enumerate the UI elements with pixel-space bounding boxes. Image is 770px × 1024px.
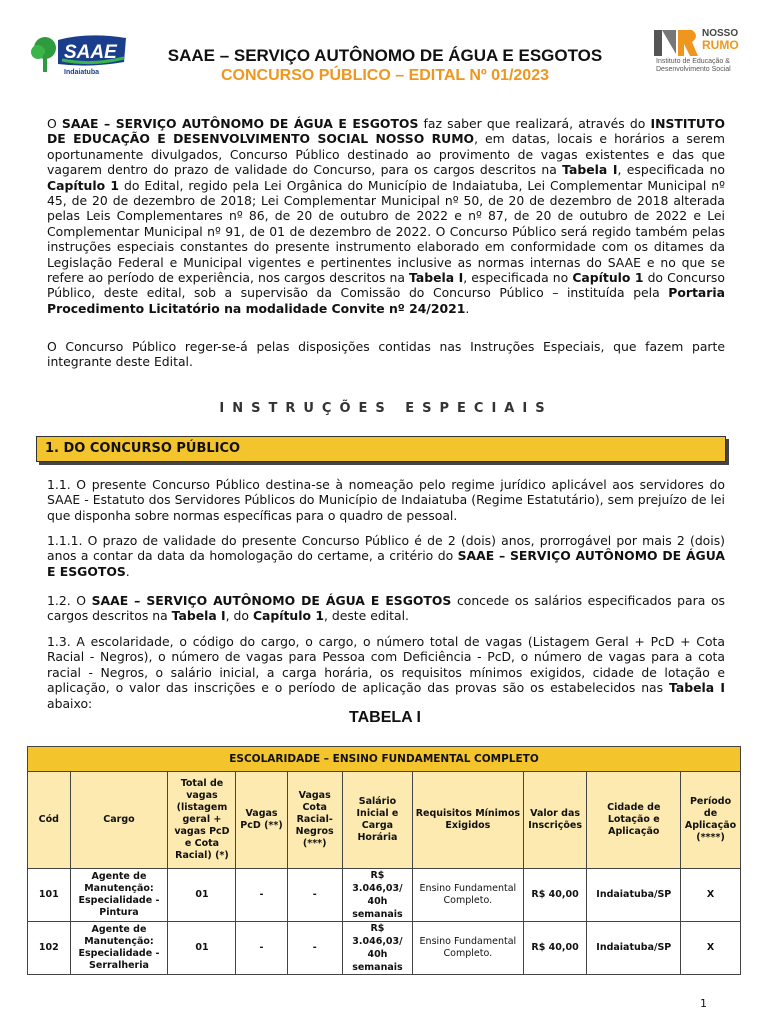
tabela-header-row (28, 772, 741, 869)
col-header-vagas-cota: Vagas Cota Racial-Negros (***) (287, 772, 342, 869)
cell-vagas-pcd: - (236, 869, 287, 922)
table-row (28, 922, 741, 975)
col-header-salario: Salário Inicial e Carga Horária (342, 772, 412, 869)
cell-valor-inscricao: R$ 40,00 (523, 922, 587, 975)
tabela-i (27, 746, 741, 975)
page-number: 1 (700, 997, 707, 1010)
intro-paragraph-1: O SAAE – SERVIÇO AUTÔNOMO DE ÁGUA E ESGOTOS faz saber que realizará, através do INSTITUTO DE EDUCAÇÃO E DESENVOLVIMENTO SOCIAL NOSSO RUMO, em datas, locais e horários a serem oportunamente divulgados, Concurso Público destinado ao provimento de vagas existentes e das que vagarem dentro do prazo de validade do Concurso, para os cargos descritos na Tabela I, especificada no Capítulo 1 do Edital, regido pela Lei Orgânica do Município de Indaiatuba, Lei Complementar Municipal nº 45, de 20 de dezembro de 2018; Lei Complementar Municipal nº 50, de 20 de dezembro de 2018 alterada pelas Leis Complementares nº 86, de 20 de outubro de 2022 e nº 87, de 20 de outubro de 2022 e Lei Complementar Municipal nº 91, de 01 de dezembro de 2022. O Concurso Público será regido também pelas instruções especiais constantes do presente instrumento elaborado em conformidade com os ditames da Legislação Federal e Municipal vigentes e pertinentes inclusive as normas internas do SAAE e no que se refere ao período de experiência, nos cargos descritos na Tabela I, especificada no Capítulo 1 do Concurso Público, deste edital, sob a supervisão da Comissão do Concurso Público – instituída pela Portaria Procedimento Licitatório na modalidade Convite nº 24/2021. (47, 116, 726, 316)
cell-requisitos: Ensino Fundamental Completo. (413, 922, 524, 975)
col-header-total-vagas: Total de vagas (listagem geral + vagas PcD e Cota Racial) (*) (168, 772, 236, 869)
cell-salario: R$ 3.046,03/ 40h semanais (342, 922, 412, 975)
cell-cargo: Agente de Manutenção: Especialidade - Serralheria (70, 922, 168, 975)
cell-valor-inscricao: R$ 40,00 (523, 869, 587, 922)
col-header-requisitos: Requisitos Mínimos Exigidos (413, 772, 524, 869)
paragraph-1-1: 1.1. O presente Concurso Público destina-se à nomeação pelo regime jurídico aplicável aos servidores do SAAE - Estatuto dos Servidores Públicos do Município de Indaiatuba (Regime Estatutário), sem prejuízo de lei que disponha sobre normas específicas para o quadro de pessoal. (47, 477, 725, 523)
tabela-title: TABELA I (349, 709, 421, 726)
paragraph-1-2: 1.2. O SAAE – SERVIÇO AUTÔNOMO DE ÁGUA E ESGOTOS concede os salários especificados para os cargos descritos na Tabela I, do Capítulo 1, deste edital. (47, 593, 725, 624)
cell-total-vagas: 01 (168, 922, 236, 975)
col-header-cod: Cód (28, 772, 71, 869)
table-row (28, 869, 741, 922)
saae-logo-subtitle: Indaiatuba (64, 69, 100, 76)
cell-salario: R$ 3.046,03/ 40h semanais (342, 869, 412, 922)
paragraph-1-3: 1.3. A escolaridade, o código do cargo, o cargo, o número total de vagas (Listagem Geral + PcD + Cota Racial - Negros), o número de vagas para Pessoa com Deficiência - PcD, o número de vagas para a cota racial - Negros, o salário inicial, a carga horária, os requisitos mínimos exigidos, cidade de lotação e aplicação, o valor das inscrições e o período de aplicação das provas são os estabelecidos nas Tabela I abaixo: (47, 634, 725, 711)
cell-total-vagas: 01 (168, 869, 236, 922)
cell-cargo: Agente de Manutenção: Especialidade - Pintura (70, 869, 168, 922)
cell-cod: 101 (28, 869, 71, 922)
page-title: SAAE – SERVIÇO AUTÔNOMO DE ÁGUA E ESGOTOS (167, 46, 603, 65)
col-header-cidade: Cidade de Lotação e Aplicação (587, 772, 681, 869)
page-subtitle: CONCURSO PÚBLICO – EDITAL Nº 01/2023 (221, 67, 549, 84)
tabela-caption: ESCOLARIDADE – ENSINO FUNDAMENTAL COMPLETO (28, 747, 741, 772)
instrucoes-especiais-heading: INSTRUÇÕES ESPECIAIS (219, 401, 553, 416)
saae-logo-text: SAAE (64, 42, 117, 63)
col-header-valor-inscricoes: Valor das Inscrições (523, 772, 587, 869)
section-1-heading: 1. DO CONCURSO PÚBLICO (45, 441, 241, 456)
nosso-rumo-logo-rumo: RUMO (702, 38, 739, 52)
cell-periodo: X (681, 922, 741, 975)
cell-cidade: Indaiatuba/SP (587, 922, 681, 975)
cell-cod: 102 (28, 922, 71, 975)
cell-requisitos: Ensino Fundamental Completo. (413, 869, 524, 922)
col-header-cargo: Cargo (70, 772, 168, 869)
cell-periodo: X (681, 869, 741, 922)
col-header-periodo: Período de Aplicação (****) (681, 772, 741, 869)
col-header-vagas-pcd: Vagas PcD (**) (236, 772, 287, 869)
cell-cidade: Indaiatuba/SP (587, 869, 681, 922)
nosso-rumo-logo-institute: Instituto de Educação & Desenvolvimento Social (656, 58, 731, 73)
cell-vagas-pcd: - (236, 922, 287, 975)
cell-vagas-cota: - (287, 922, 342, 975)
intro-paragraph-2: O Concurso Público reger-se-á pelas disposições contidas nas Instruções Especiais, que fazem parte integrante deste Edital. (47, 339, 725, 370)
paragraph-1-1-1: 1.1.1. O prazo de validade do presente Concurso Público é de 2 (dois) anos, prorrogável por mais 2 (dois) anos a contar da data da homologação do certame, a critério do SAAE – SERVIÇO AUTÔNOMO DE ÁGUA E ESGOTOS. (47, 533, 725, 579)
nosso-rumo-logo-nosso: NOSSO (702, 28, 739, 39)
cell-vagas-cota: - (287, 869, 342, 922)
section-1-heading-box (36, 436, 726, 462)
